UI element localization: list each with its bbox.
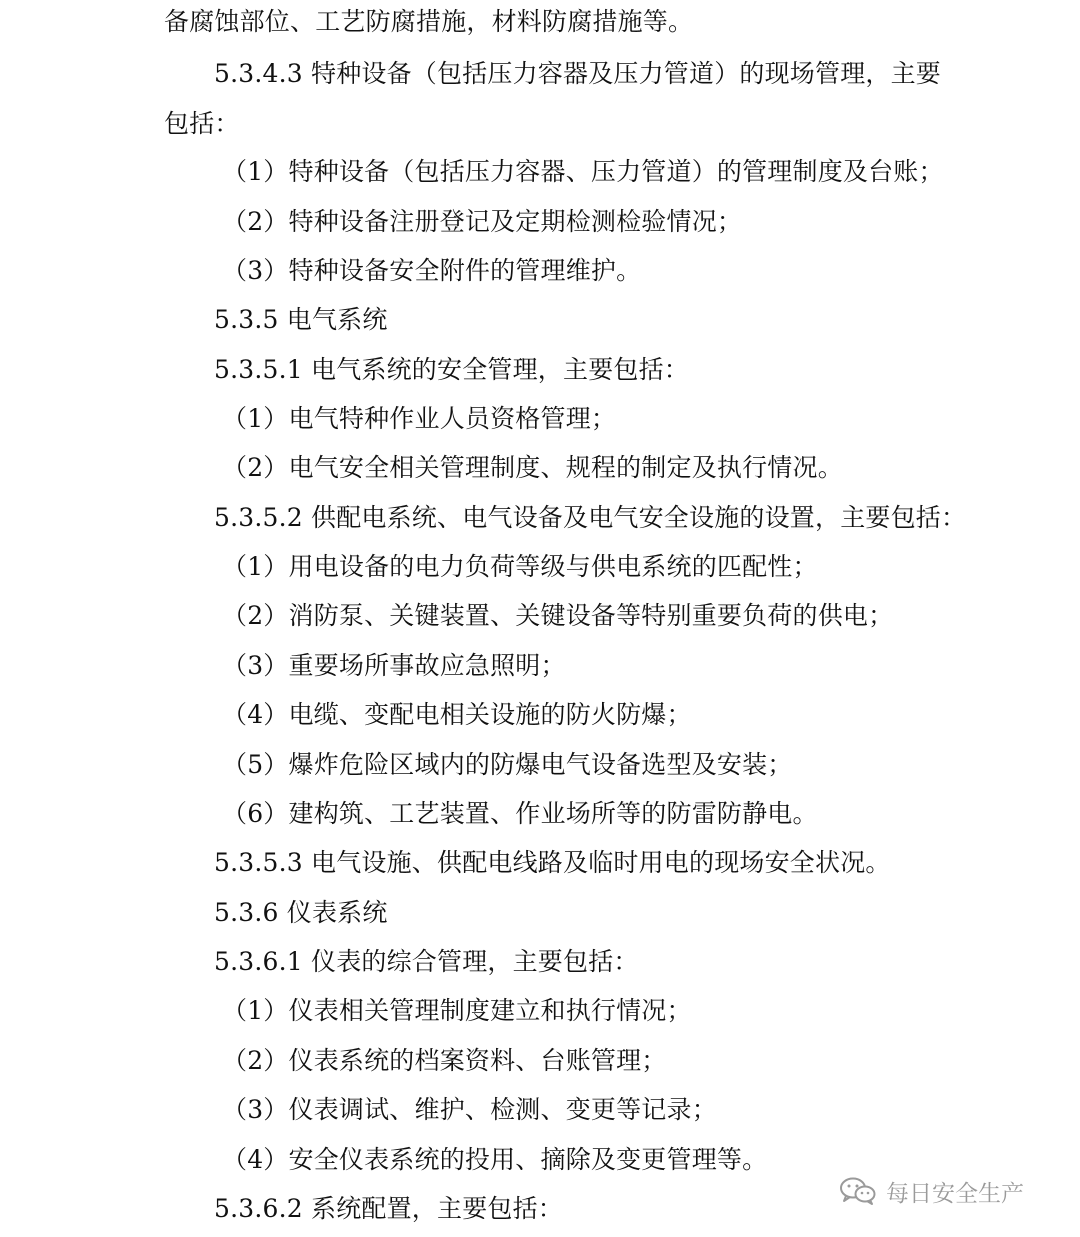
list-item: （4）安全仪表系统的投用、摘除及变更管理等。	[222, 1145, 768, 1174]
list-item: （1）特种设备（包括压力容器、压力管道）的管理制度及台账；	[222, 157, 944, 186]
section-heading: 5.3.6.2 系统配置，主要包括：	[214, 1194, 564, 1223]
section-heading: 5.3.4.3 特种设备（包括压力容器及压力管道）的现场管理，主要	[214, 59, 942, 88]
watermark	[838, 1173, 1024, 1209]
section-heading: 5.3.5.3 电气设施、供配电线路及临时用电的现场安全状况。	[214, 848, 891, 877]
section-heading: 5.3.6 仪表系统	[214, 898, 388, 927]
list-item: （2）电气安全相关管理制度、规程的制定及执行情况。	[222, 453, 843, 482]
section-heading: 5.3.5.1 电气系统的安全管理，主要包括：	[214, 355, 690, 384]
wechat-icon	[838, 1176, 878, 1206]
list-item: （6）建构筑、工艺装置、作业场所等的防雷防静电。	[222, 799, 818, 828]
list-item: （3）仪表调试、维护、检测、变更等记录；	[222, 1095, 717, 1124]
list-item: （3）重要场所事故应急照明；	[222, 651, 566, 680]
list-item: （2）仪表系统的档案资料、台账管理；	[222, 1046, 667, 1075]
list-item: （2）特种设备注册登记及定期检测检验情况；	[222, 207, 743, 236]
list-item: （1）用电设备的电力负荷等级与供电系统的匹配性；	[222, 552, 818, 581]
list-item: （5）爆炸危险区域内的防爆电气设备选型及安装；	[222, 750, 793, 779]
list-item: （2）消防泵、关键装置、关键设备等特别重要负荷的供电；	[222, 601, 894, 630]
watermark-text: 每日安全生产	[886, 1180, 1024, 1207]
list-item: （1）电气特种作业人员资格管理；	[222, 404, 617, 433]
list-item: （1）仪表相关管理制度建立和执行情况；	[222, 996, 692, 1025]
list-item: （4）电缆、变配电相关设施的防火防爆；	[222, 700, 692, 729]
section-heading: 5.3.5 电气系统	[214, 305, 388, 334]
section-heading: 5.3.6.1 仪表的综合管理，主要包括：	[214, 947, 639, 976]
list-item: （3）特种设备安全附件的管理维护。	[222, 256, 642, 285]
text-line: 备腐蚀部位、工艺防腐措施，材料防腐措施等。	[164, 7, 694, 36]
text-line: 包括：	[164, 109, 240, 138]
section-heading: 5.3.5.2 供配电系统、电气设备及电气安全设施的设置，主要包括：	[214, 503, 967, 532]
